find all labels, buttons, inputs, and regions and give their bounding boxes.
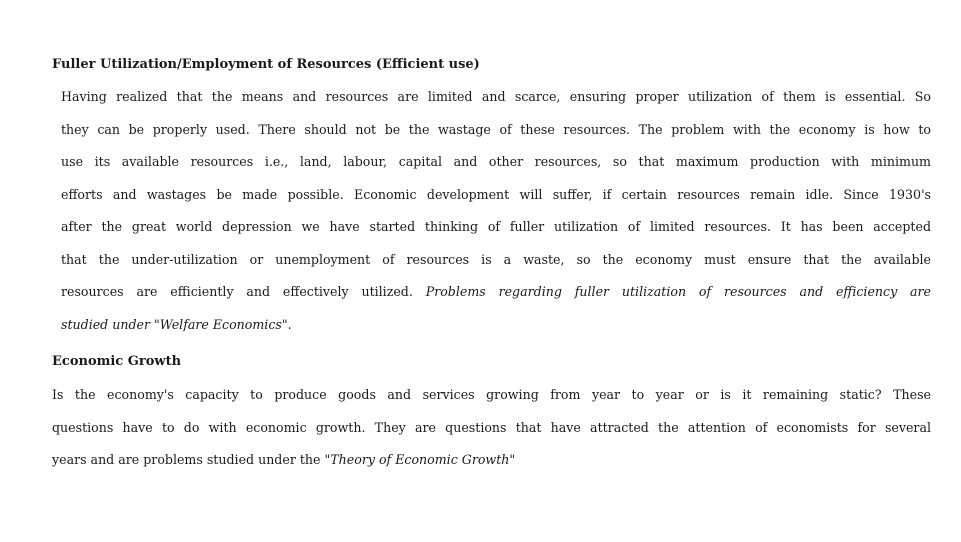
section-heading-economic-growth: Economic Growth <box>52 354 182 369</box>
italic-text: Theory of Economic Growth <box>330 452 510 467</box>
line-text: " <box>509 452 516 467</box>
paragraph-line <box>61 315 931 348</box>
paragraph-line: they can be properly used. There should not be the wastage of these resources. The problem with the economy is how to <box>61 121 931 137</box>
paragraph-line: Having realized that the means and resources are limited and scarce, ensuring proper utilization of them is essential. So <box>61 89 931 104</box>
line-text: years and are problems studied under the " <box>52 452 331 467</box>
paragraph-line: efforts and wastages be made possible. Economic development will suffer, if certain resources remain idle. Since 1930's <box>61 186 931 202</box>
paragraph-line: use its available resources i.e., land, labour, capital and other resources, so that maximum production with minimum <box>61 154 931 169</box>
section-heading-fuller-utilization: Fuller Utilization/Employment of Resources (Efficient use) <box>52 57 480 72</box>
line-text: . <box>287 316 292 332</box>
paragraph-line: after the great world depression we have started thinking of fuller utilization of limited resources. It has been accepted <box>61 219 931 234</box>
italic-text: studied under "Welfare Economics" <box>61 316 288 332</box>
paragraph-line: questions have to do with economic growth. They are questions that have attracted the attention of economists for several <box>52 419 931 435</box>
paragraph-economic-growth <box>52 385 931 483</box>
italic-text: Problems regarding fuller utilization of resources and efficiency are <box>425 284 932 299</box>
line-text: resources are efficiently and effectively utilized. <box>61 284 426 299</box>
paragraph-line: that the under-utilization or unemployment of resources is a waste, so the economy must ensure that the available <box>61 251 931 267</box>
paragraph-line <box>52 450 931 483</box>
paragraph-line: Is the economy's capacity to produce goods and services growing from year to year or is it remaining static? These <box>52 387 931 402</box>
paragraph-line <box>61 282 931 315</box>
paragraph-fuller-utilization <box>61 87 931 347</box>
